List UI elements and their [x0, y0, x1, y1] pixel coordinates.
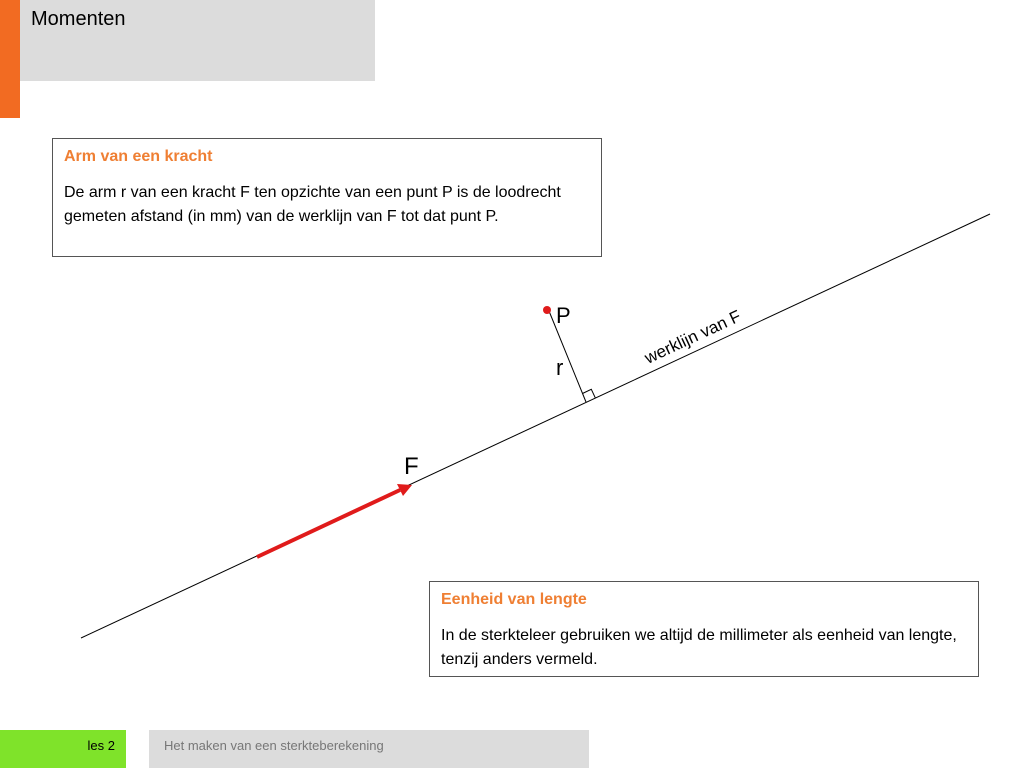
arm-label: r	[556, 355, 564, 380]
length-unit-text: In de sterkteleer gebruiken we altijd de millimeter als eenheid van lengte, tenzij anders vermeld.	[441, 627, 957, 668]
length-unit-box	[429, 581, 979, 677]
slide-title: Momenten	[31, 8, 126, 30]
footer-lesson: les 2	[87, 738, 115, 753]
arm-definition-text: De arm r van een kracht F ten opzichte van een punt P is de loodrecht gemeten afstand (in mm) van de werklijn van F tot dat punt P.	[64, 184, 561, 225]
point-label: P	[556, 303, 571, 328]
line-of-action	[81, 214, 990, 638]
right-angle-marker	[583, 389, 596, 398]
force-label: F	[404, 453, 419, 480]
arm-definition-heading: Arm van een kracht	[64, 148, 213, 165]
point-p-dot	[543, 306, 551, 314]
arm-definition-box	[52, 138, 602, 257]
footer-course-panel	[149, 730, 589, 768]
length-unit-heading: Eenheid van lengte	[441, 591, 587, 608]
footer-course: Het maken van een sterkteberekening	[164, 738, 384, 753]
footer-lesson-panel	[0, 730, 126, 768]
force-vector-shaft	[257, 490, 400, 557]
line-of-action-label: werklijn van F	[641, 306, 744, 368]
